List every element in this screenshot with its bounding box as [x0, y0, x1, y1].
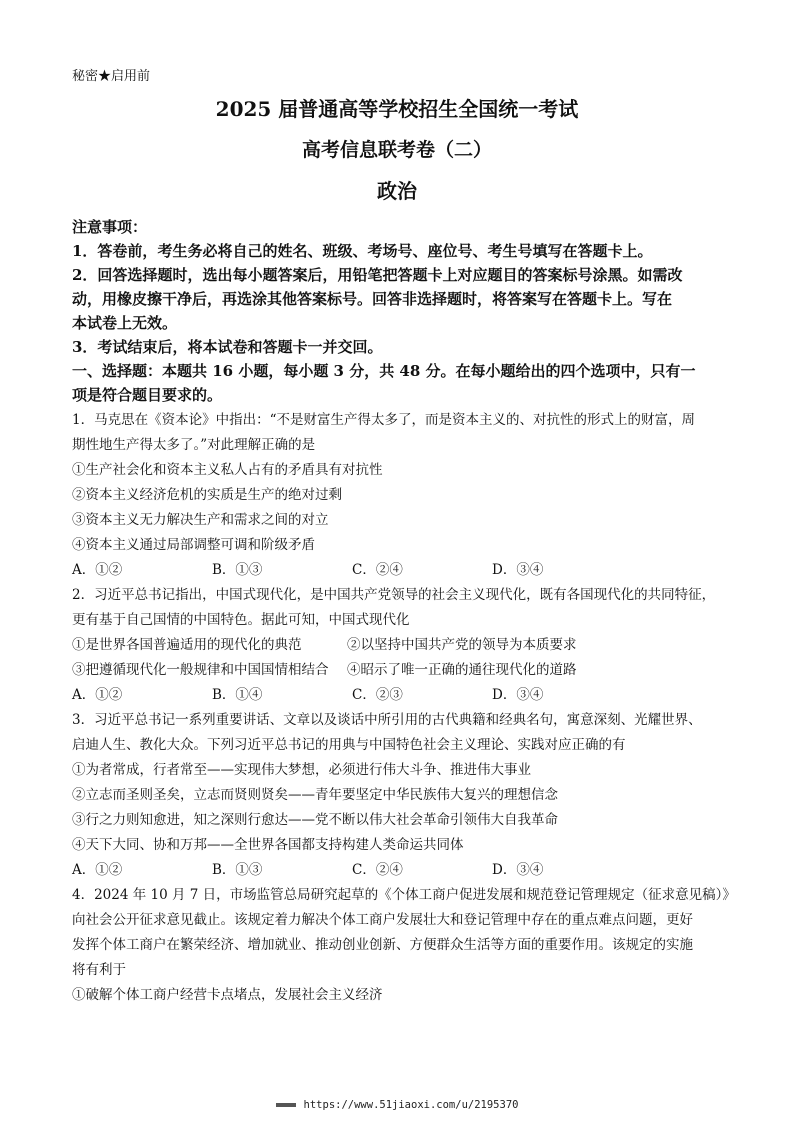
statement-2: ②资本主义经济危机的实质是生产的绝对过剩 [72, 487, 342, 503]
question-stem: 更有基于自己国情的中国特色。据此可知，中国式现代化 [72, 612, 410, 628]
statement-2: ②立志而圣则圣矣，立志而贤则贤矣——青年要坚定中华民族伟大复兴的理想信念 [72, 787, 558, 803]
option-b[interactable]: B．①③ [212, 862, 263, 878]
instruction-2-line-3: 本试卷上无效。 [72, 314, 178, 332]
statement-1: ①是世界各国普遍适用的现代化的典范 [72, 637, 302, 653]
confidential-label: 秘密★启用前 [72, 69, 151, 84]
exam-subtitle: 高考信息联考卷（二） [301, 139, 492, 161]
instructions-heading: 注意事项： [72, 218, 148, 236]
option-c[interactable]: C．②④ [352, 562, 403, 578]
statement-4: ④昭示了唯一正确的通往现代化的道路 [347, 662, 577, 678]
question-stem: 1．马克思在《资本论》中指出：“不是财富生产得太多了，而是资本主义的、对抗性的形式上的财富，周 [72, 412, 695, 428]
instruction-2-line-1: 2．回答选择题时，选出每小题答案后，用铅笔把答题卡上对应题目的答案标号涂黑。如需改 [72, 266, 683, 284]
option-c[interactable]: C．②④ [352, 862, 403, 878]
exam-title: 2025 届普通高等学校招生全国统一考试 [215, 97, 579, 121]
option-a[interactable]: A．①② [72, 687, 123, 703]
option-b[interactable]: B．①④ [212, 687, 263, 703]
footer-url[interactable]: https://www.51jiaoxi.com/u/2195370 [303, 1099, 519, 1111]
statement-3: ③行之力则知愈进，知之深则行愈达——党不断以伟大社会革命引领伟大自我革命 [72, 812, 558, 828]
option-b[interactable]: B．①③ [212, 562, 263, 578]
section-1-heading-line-2: 项是符合题目要求的。 [72, 386, 223, 404]
option-c[interactable]: C．②③ [352, 687, 403, 703]
option-d[interactable]: D．③④ [492, 562, 544, 578]
section-1-heading-line-1: 一、选择题：本题共 16 小题，每小题 3 分，共 48 分。在每小题给出的四个选项中，只有一 [72, 362, 696, 380]
answer-options [72, 858, 732, 883]
statement-4: ④资本主义通过局部调整可调和阶级矛盾 [72, 537, 315, 553]
source-footer [0, 1099, 794, 1111]
subject-title: 政治 [377, 179, 417, 203]
question-stem: 将有利于 [72, 962, 126, 978]
option-d[interactable]: D．③④ [492, 687, 544, 703]
instructions [72, 215, 722, 407]
answer-options [72, 558, 732, 583]
question-1 [72, 408, 732, 583]
statement-1: ①破解个体工商户经营卡点堵点，发展社会主义经济 [72, 987, 383, 1003]
instruction-3: 3．考试结束后，将本试卷和答题卡一并交回。 [72, 338, 383, 356]
question-stem: 3．习近平总书记一系列重要讲话、文章以及谈话中所引用的古代典籍和经典名句，寓意深刻、光耀世界、 [72, 712, 702, 728]
answer-options [72, 683, 732, 708]
question-stem: 期性地生产得太多了。”对此理解正确的是 [72, 437, 316, 453]
statement-3: ③把遵循现代化一般规律和中国国情相结合 [72, 662, 329, 678]
instruction-2-line-2: 动，用橡皮擦干净后，再选涂其他答案标号。回答非选择题时，将答案写在答题卡上。写在 [72, 290, 673, 308]
statement-3: ③资本主义无力解决生产和需求之间的对立 [72, 512, 329, 528]
question-2 [72, 583, 732, 708]
question-stem: 向社会公开征求意见截止。该规定着力解决个体工商户发展壮大和登记管理中存在的重点难点问题，更好 [72, 912, 693, 928]
statement-1: ①生产社会化和资本主义私人占有的矛盾具有对抗性 [72, 462, 383, 478]
instruction-1: 1．答卷前，考生务必将自己的姓名、班级、考场号、座位号、考生号填写在答题卡上。 [72, 242, 653, 260]
option-d[interactable]: D．③④ [492, 862, 544, 878]
question-3 [72, 708, 732, 883]
question-stem: 4．2024 年 10 月 7 日，市场监管总局研究起草的《个体工商户促进发展和规范登记管理规定（征求意见稿）》 [72, 887, 736, 903]
option-a[interactable]: A．①② [72, 862, 123, 878]
question-stem: 2．习近平总书记指出，中国式现代化，是中国共产党领导的社会主义现代化，既有各国现代化的共同特征， [72, 587, 716, 603]
statement-4: ④天下大同、协和万邦——全世界各国都支持构建人类命运共同体 [72, 837, 464, 853]
statement-row [72, 658, 732, 683]
question-stem: 发挥个体工商户在繁荣经济、增加就业、推动创业创新、方便群众生活等方面的重要作用。该规定的实施 [72, 937, 693, 953]
option-a[interactable]: A．①② [72, 562, 123, 578]
question-stem: 启迪人生、教化大众。下列习近平总书记的用典与中国特色社会主义理论、实践对应正确的有 [72, 737, 626, 753]
statement-row [72, 633, 732, 658]
question-4 [72, 883, 736, 1008]
statement-2: ②以坚持中国共产党的领导为本质要求 [347, 637, 577, 653]
footer-mark-icon [276, 1103, 296, 1107]
statement-1: ①为者常成，行者常至——实现伟大梦想，必须进行伟大斗争、推进伟大事业 [72, 762, 531, 778]
